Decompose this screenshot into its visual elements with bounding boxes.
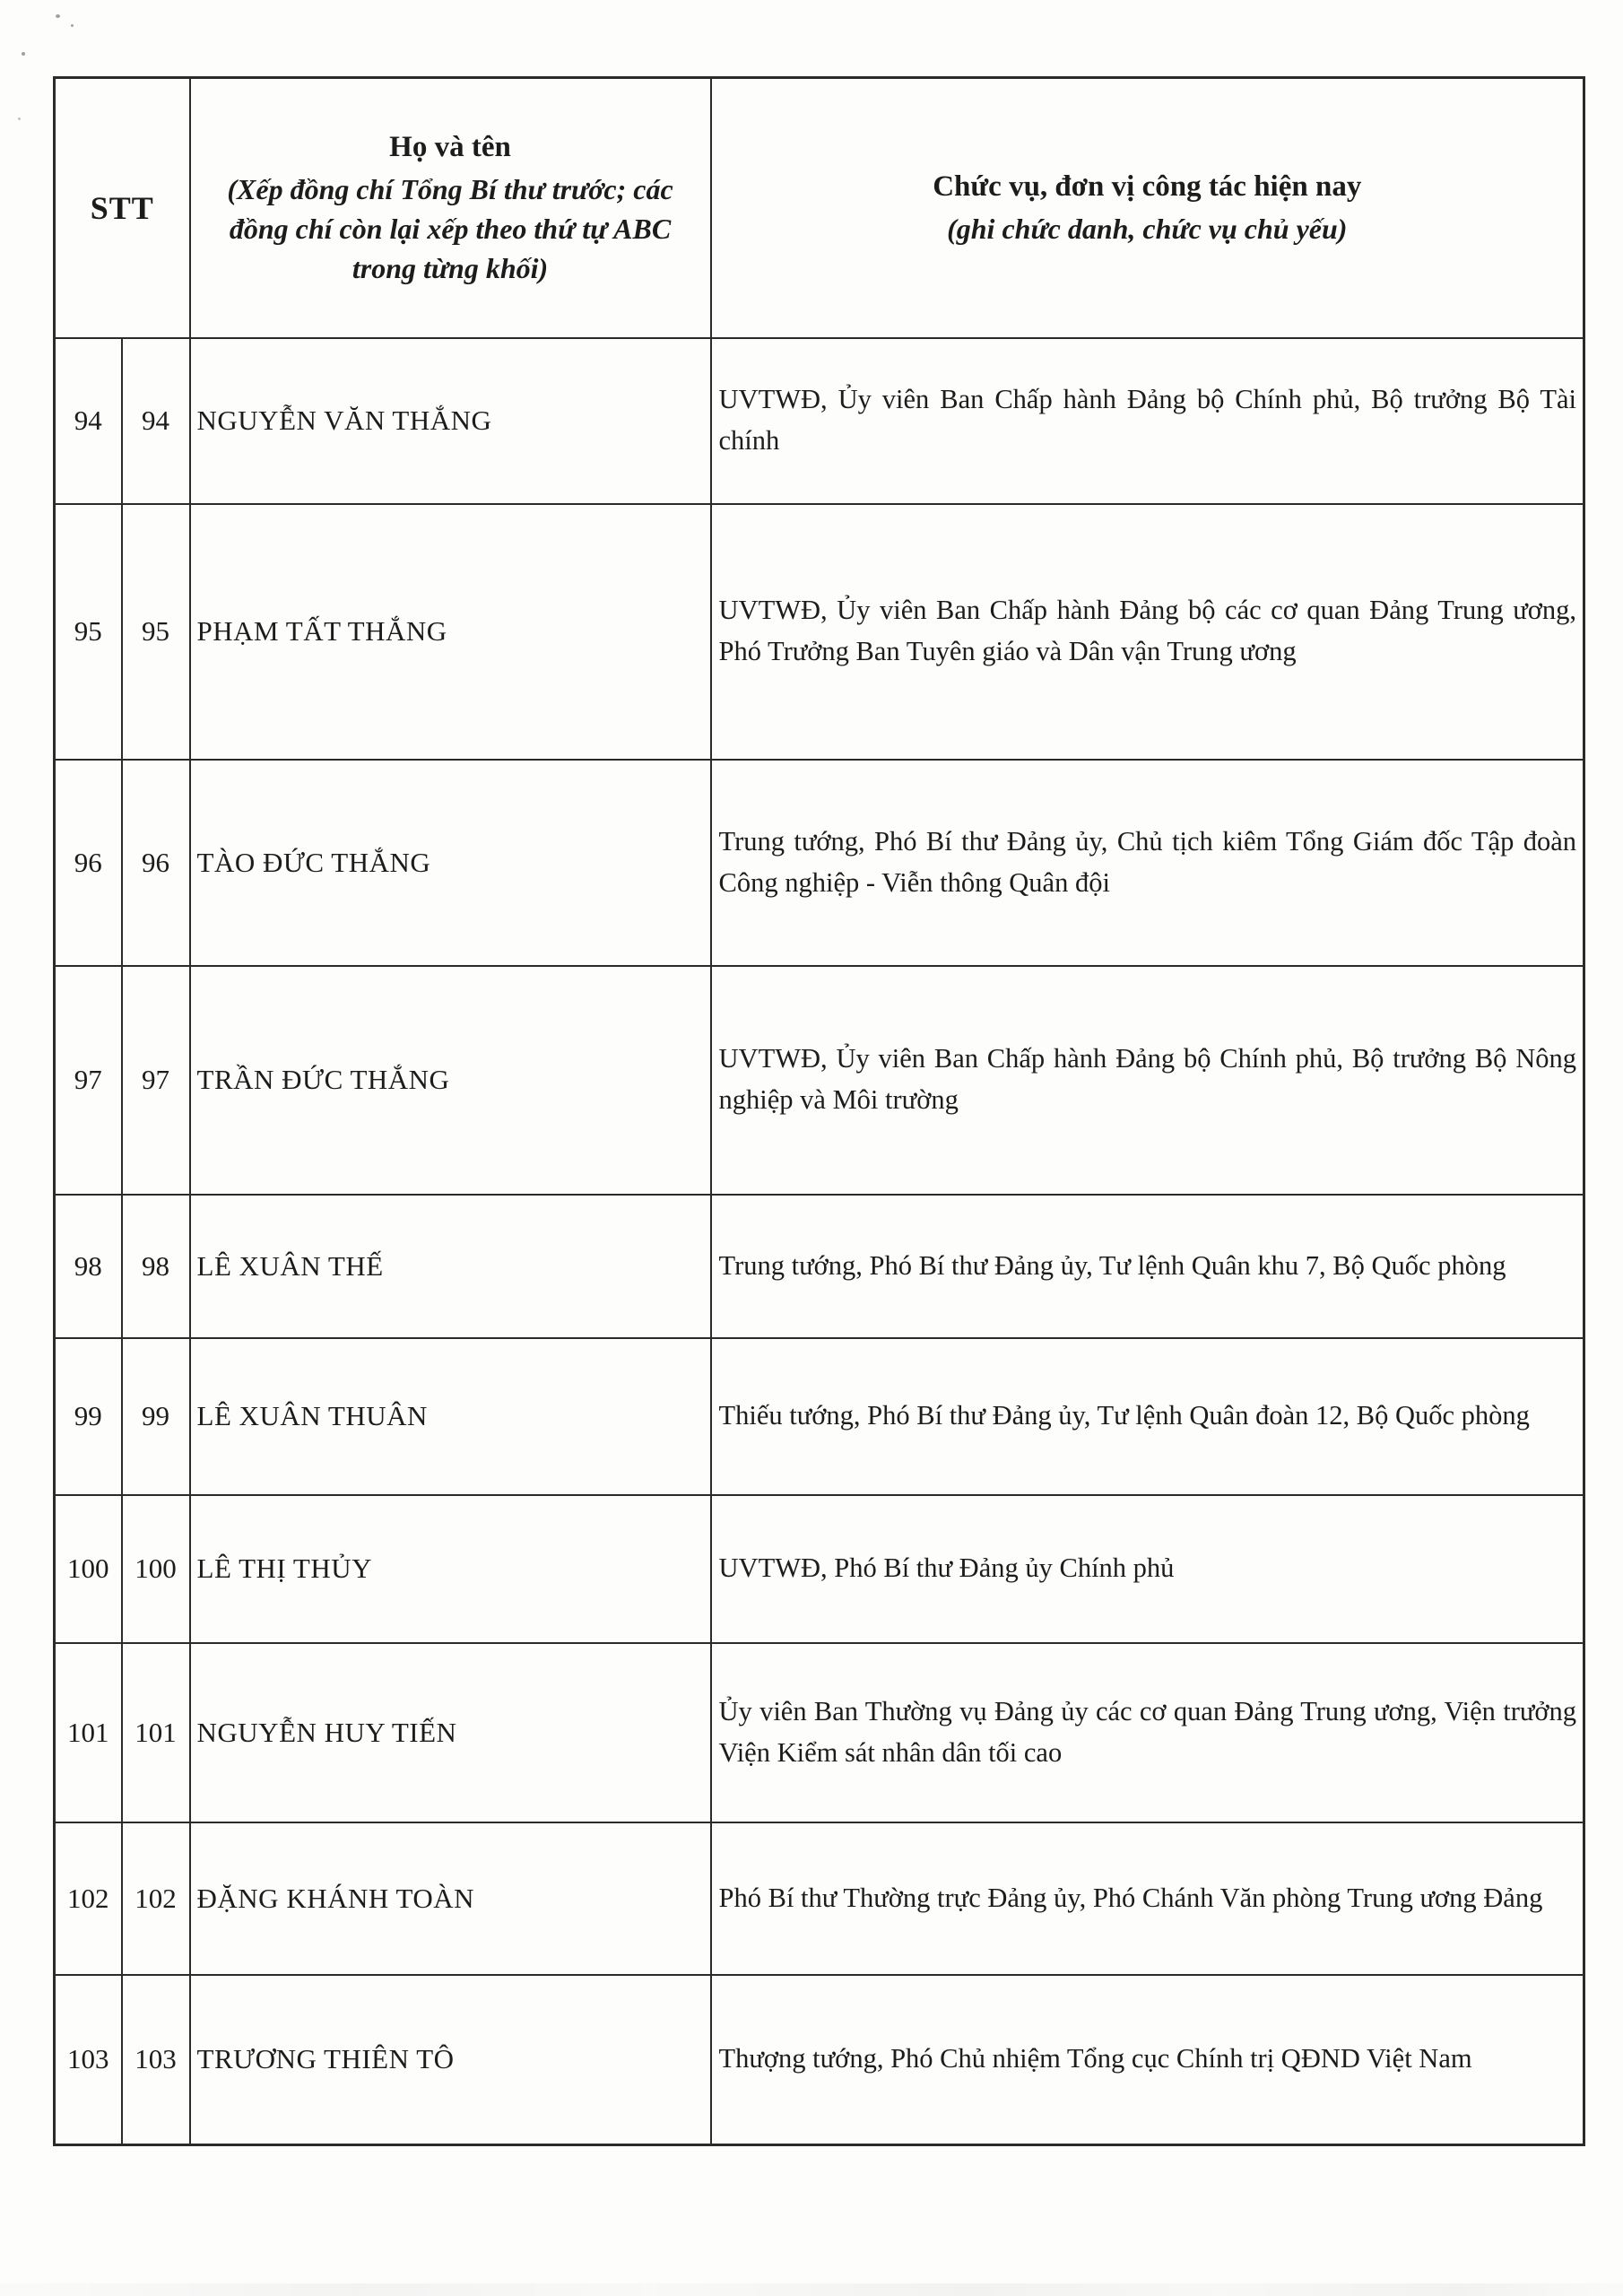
header-row xyxy=(55,78,1584,338)
person-position: Trung tướng, Phó Bí thư Đảng ủy, Tư lệnh Quân khu 7, Bộ Quốc phòng xyxy=(711,1195,1584,1338)
row-number-right: 95 xyxy=(122,504,190,760)
row-number-left: 100 xyxy=(55,1495,122,1643)
header-name-title: Họ và tên xyxy=(389,131,511,164)
row-number-right: 96 xyxy=(122,760,190,966)
scan-smudge xyxy=(0,2283,1623,2296)
person-position: UVTWĐ, Ủy viên Ban Chấp hành Đảng bộ Chính phủ, Bộ trưởng Bộ Tài chính xyxy=(711,338,1584,504)
person-position: UVTWĐ, Ủy viên Ban Chấp hành Đảng bộ các cơ quan Đảng Trung ương, Phó Trưởng Ban Tuyên giáo và Dân vận Trung ương xyxy=(711,504,1584,760)
person-position: Thiếu tướng, Phó Bí thư Đảng ủy, Tư lệnh Quân đoàn 12, Bộ Quốc phòng xyxy=(711,1338,1584,1495)
table-row xyxy=(55,966,1584,1195)
person-name: PHẠM TẤT THẮNG xyxy=(190,504,711,760)
row-number-left: 94 xyxy=(55,338,122,504)
person-name: LÊ THỊ THỦY xyxy=(190,1495,711,1643)
person-name: LÊ XUÂN THẾ xyxy=(190,1195,711,1338)
row-number-right: 103 xyxy=(122,1975,190,2145)
table-row xyxy=(55,1822,1584,1975)
table-row xyxy=(55,504,1584,760)
person-name: NGUYỄN HUY TIẾN xyxy=(190,1643,711,1822)
header-position-note: (ghi chức danh, chức vụ chủ yếu) xyxy=(947,212,1348,245)
scan-speck xyxy=(56,14,60,18)
row-number-left: 102 xyxy=(55,1822,122,1975)
row-number-right: 100 xyxy=(122,1495,190,1643)
person-name: ĐẶNG KHÁNH TOÀN xyxy=(190,1822,711,1975)
person-position: Thượng tướng, Phó Chủ nhiệm Tổng cục Chính trị QĐND Việt Nam xyxy=(711,1975,1584,2145)
row-number-left: 98 xyxy=(55,1195,122,1338)
person-position: Ủy viên Ban Thường vụ Đảng ủy các cơ quan Đảng Trung ương, Viện trưởng Viện Kiểm sát nhân dân tối cao xyxy=(711,1643,1584,1822)
table-row xyxy=(55,760,1584,966)
row-number-left: 101 xyxy=(55,1643,122,1822)
row-number-right: 102 xyxy=(122,1822,190,1975)
row-number-left: 95 xyxy=(55,504,122,760)
row-number-left: 97 xyxy=(55,966,122,1195)
table-row xyxy=(55,1195,1584,1338)
row-number-left: 99 xyxy=(55,1338,122,1495)
table-row xyxy=(55,1495,1584,1643)
person-name: LÊ XUÂN THUÂN xyxy=(190,1338,711,1495)
header-position xyxy=(711,78,1584,338)
table-row xyxy=(55,338,1584,504)
row-number-left: 103 xyxy=(55,1975,122,2145)
scan-speck xyxy=(22,52,25,56)
person-position: Phó Bí thư Thường trực Đảng ủy, Phó Chánh Văn phòng Trung ương Đảng xyxy=(711,1822,1584,1975)
person-position: UVTWĐ, Phó Bí thư Đảng ủy Chính phủ xyxy=(711,1495,1584,1643)
person-name: TÀO ĐỨC THẮNG xyxy=(190,760,711,966)
person-position: Trung tướng, Phó Bí thư Đảng ủy, Chủ tịch kiêm Tổng Giám đốc Tập đoàn Công nghiệp - Viễn thông Quân đội xyxy=(711,760,1584,966)
person-position: UVTWĐ, Ủy viên Ban Chấp hành Đảng bộ Chính phủ, Bộ trưởng Bộ Nông nghiệp và Môi trường xyxy=(711,966,1584,1195)
table-row xyxy=(55,1975,1584,2145)
header-name-note: (Xếp đồng chí Tổng Bí thư trước; các đồng chí còn lại xếp theo thứ tự ABC trong từng khối) xyxy=(227,172,673,285)
row-number-right: 101 xyxy=(122,1643,190,1822)
table-row xyxy=(55,1643,1584,1822)
person-name: NGUYỄN VĂN THẮNG xyxy=(190,338,711,504)
header-name xyxy=(190,78,711,338)
row-number-right: 97 xyxy=(122,966,190,1195)
scan-speck xyxy=(71,24,74,27)
table-header xyxy=(55,78,1584,338)
row-number-left: 96 xyxy=(55,760,122,966)
table-body xyxy=(55,338,1584,2145)
row-number-right: 99 xyxy=(122,1338,190,1495)
header-stt: STT xyxy=(55,78,190,338)
personnel-table xyxy=(53,76,1585,2146)
table-row xyxy=(55,1338,1584,1495)
person-name: TRẦN ĐỨC THẮNG xyxy=(190,966,711,1195)
row-number-right: 98 xyxy=(122,1195,190,1338)
header-position-title: Chức vụ, đơn vị công tác hiện nay xyxy=(933,170,1362,204)
scan-speck xyxy=(18,117,21,120)
person-name: TRƯƠNG THIÊN TÔ xyxy=(190,1975,711,2145)
row-number-right: 94 xyxy=(122,338,190,504)
